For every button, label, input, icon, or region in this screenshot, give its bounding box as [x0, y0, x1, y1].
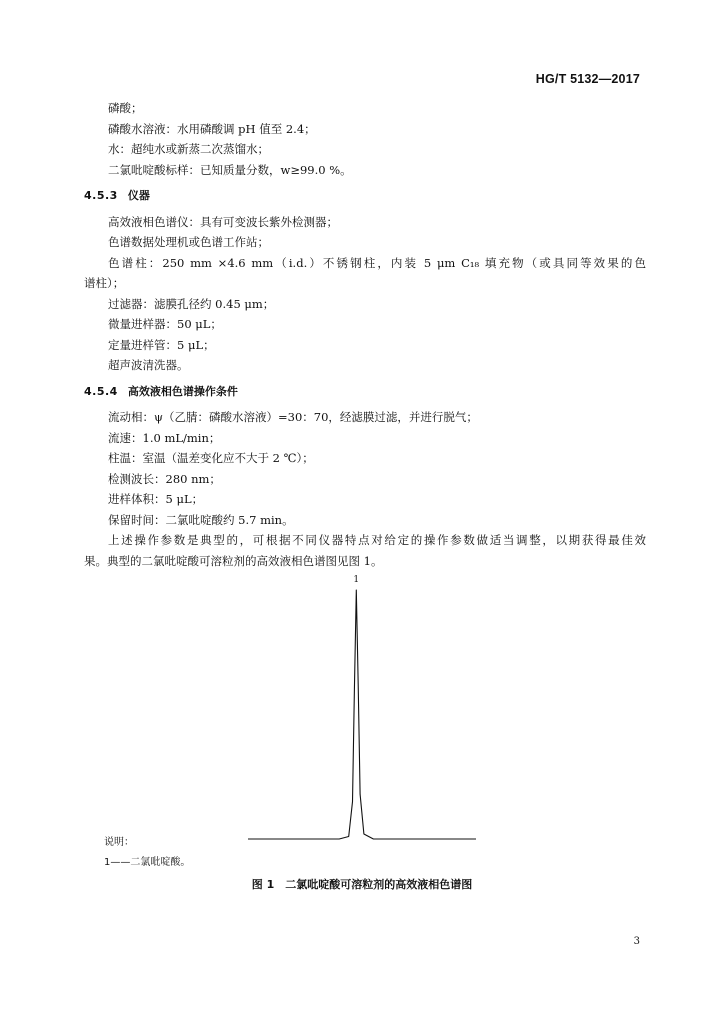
condition-item: 进样体积：5 μL；: [108, 492, 204, 506]
reagent-item: 磷酸；: [108, 101, 143, 115]
instrument-column-line: 色谱柱：250 mm ×4.6 mm（i.d.）不锈钢柱，内装 5 μm C₁₈ 填充物（或具同等效果的色: [108, 255, 646, 270]
section-number: 4.5.3: [84, 189, 118, 202]
condition-item: 检测波长：280 nm；: [108, 471, 221, 486]
instrument-item: 微量进样器：50 μL；: [108, 317, 222, 331]
chromatogram-plot: [84, 566, 646, 856]
condition-item: 流速：1.0 mL/min；: [108, 430, 221, 445]
section-title: 仪器: [127, 189, 150, 202]
standard-code: HG/T 5132—2017: [535, 72, 640, 86]
instrument-item: 色谱数据处理机或色谱工作站；: [108, 235, 269, 249]
instrument-item: 高效液相色谱仪：具有可变波长紫外检测器；: [108, 214, 338, 229]
section-title: 高效液相色谱操作条件: [127, 384, 238, 398]
reagent-item: 磷酸水溶液：水用磷酸调 pH 值至 2.4；: [108, 121, 316, 136]
condition-item: 流动相：ψ（乙腈：磷酸水溶液）=30：70，经滤膜过滤，并进行脱气；: [108, 410, 478, 424]
legend-heading: 说明：: [104, 837, 134, 848]
section-heading-conditions: [84, 382, 646, 403]
document-body: [84, 98, 646, 571]
condition-item: 柱温：室温（温差变化应不大于 2 ℃）；: [108, 451, 314, 465]
legend-entry: 1——二氯吡啶酸。: [104, 857, 191, 868]
chromatogram-trace: [248, 590, 476, 839]
instrument-column-line-cont: 谱柱）；: [84, 276, 125, 290]
peak-label: 1: [353, 575, 360, 585]
section-number: 4.5.4: [84, 384, 118, 398]
chromatogram-figure: [84, 566, 646, 856]
instrument-item: 超声波清洗器。: [108, 358, 189, 372]
paragraph-line-cont: 果。典型的二氯吡啶酸可溶粒剂的高效液相色谱图见图 1。: [84, 553, 383, 568]
instrument-item: 定量进样管：5 μL；: [108, 337, 215, 352]
reagent-item: 二氯吡啶酸标样：已知质量分数，w≥99.0 %。: [108, 162, 352, 177]
section-heading-instruments: [84, 186, 646, 207]
figure-caption: 图 1 二氯吡啶酸可溶粒剂的高效液相色谱图: [251, 878, 473, 891]
paragraph-line: 上述操作参数是典型的，可根据不同仪器特点对给定的操作参数做适当调整，以期获得最佳效: [108, 533, 646, 547]
reagent-item: 水：超纯水或新蒸二次蒸馏水；: [108, 142, 269, 156]
page-number: 3: [633, 936, 640, 947]
figure-legend: [104, 833, 190, 873]
instrument-item: 过滤器：滤膜孔径约 0.45 μm；: [108, 296, 275, 311]
condition-item: 保留时间：二氯吡啶酸约 5.7 min。: [108, 512, 294, 527]
